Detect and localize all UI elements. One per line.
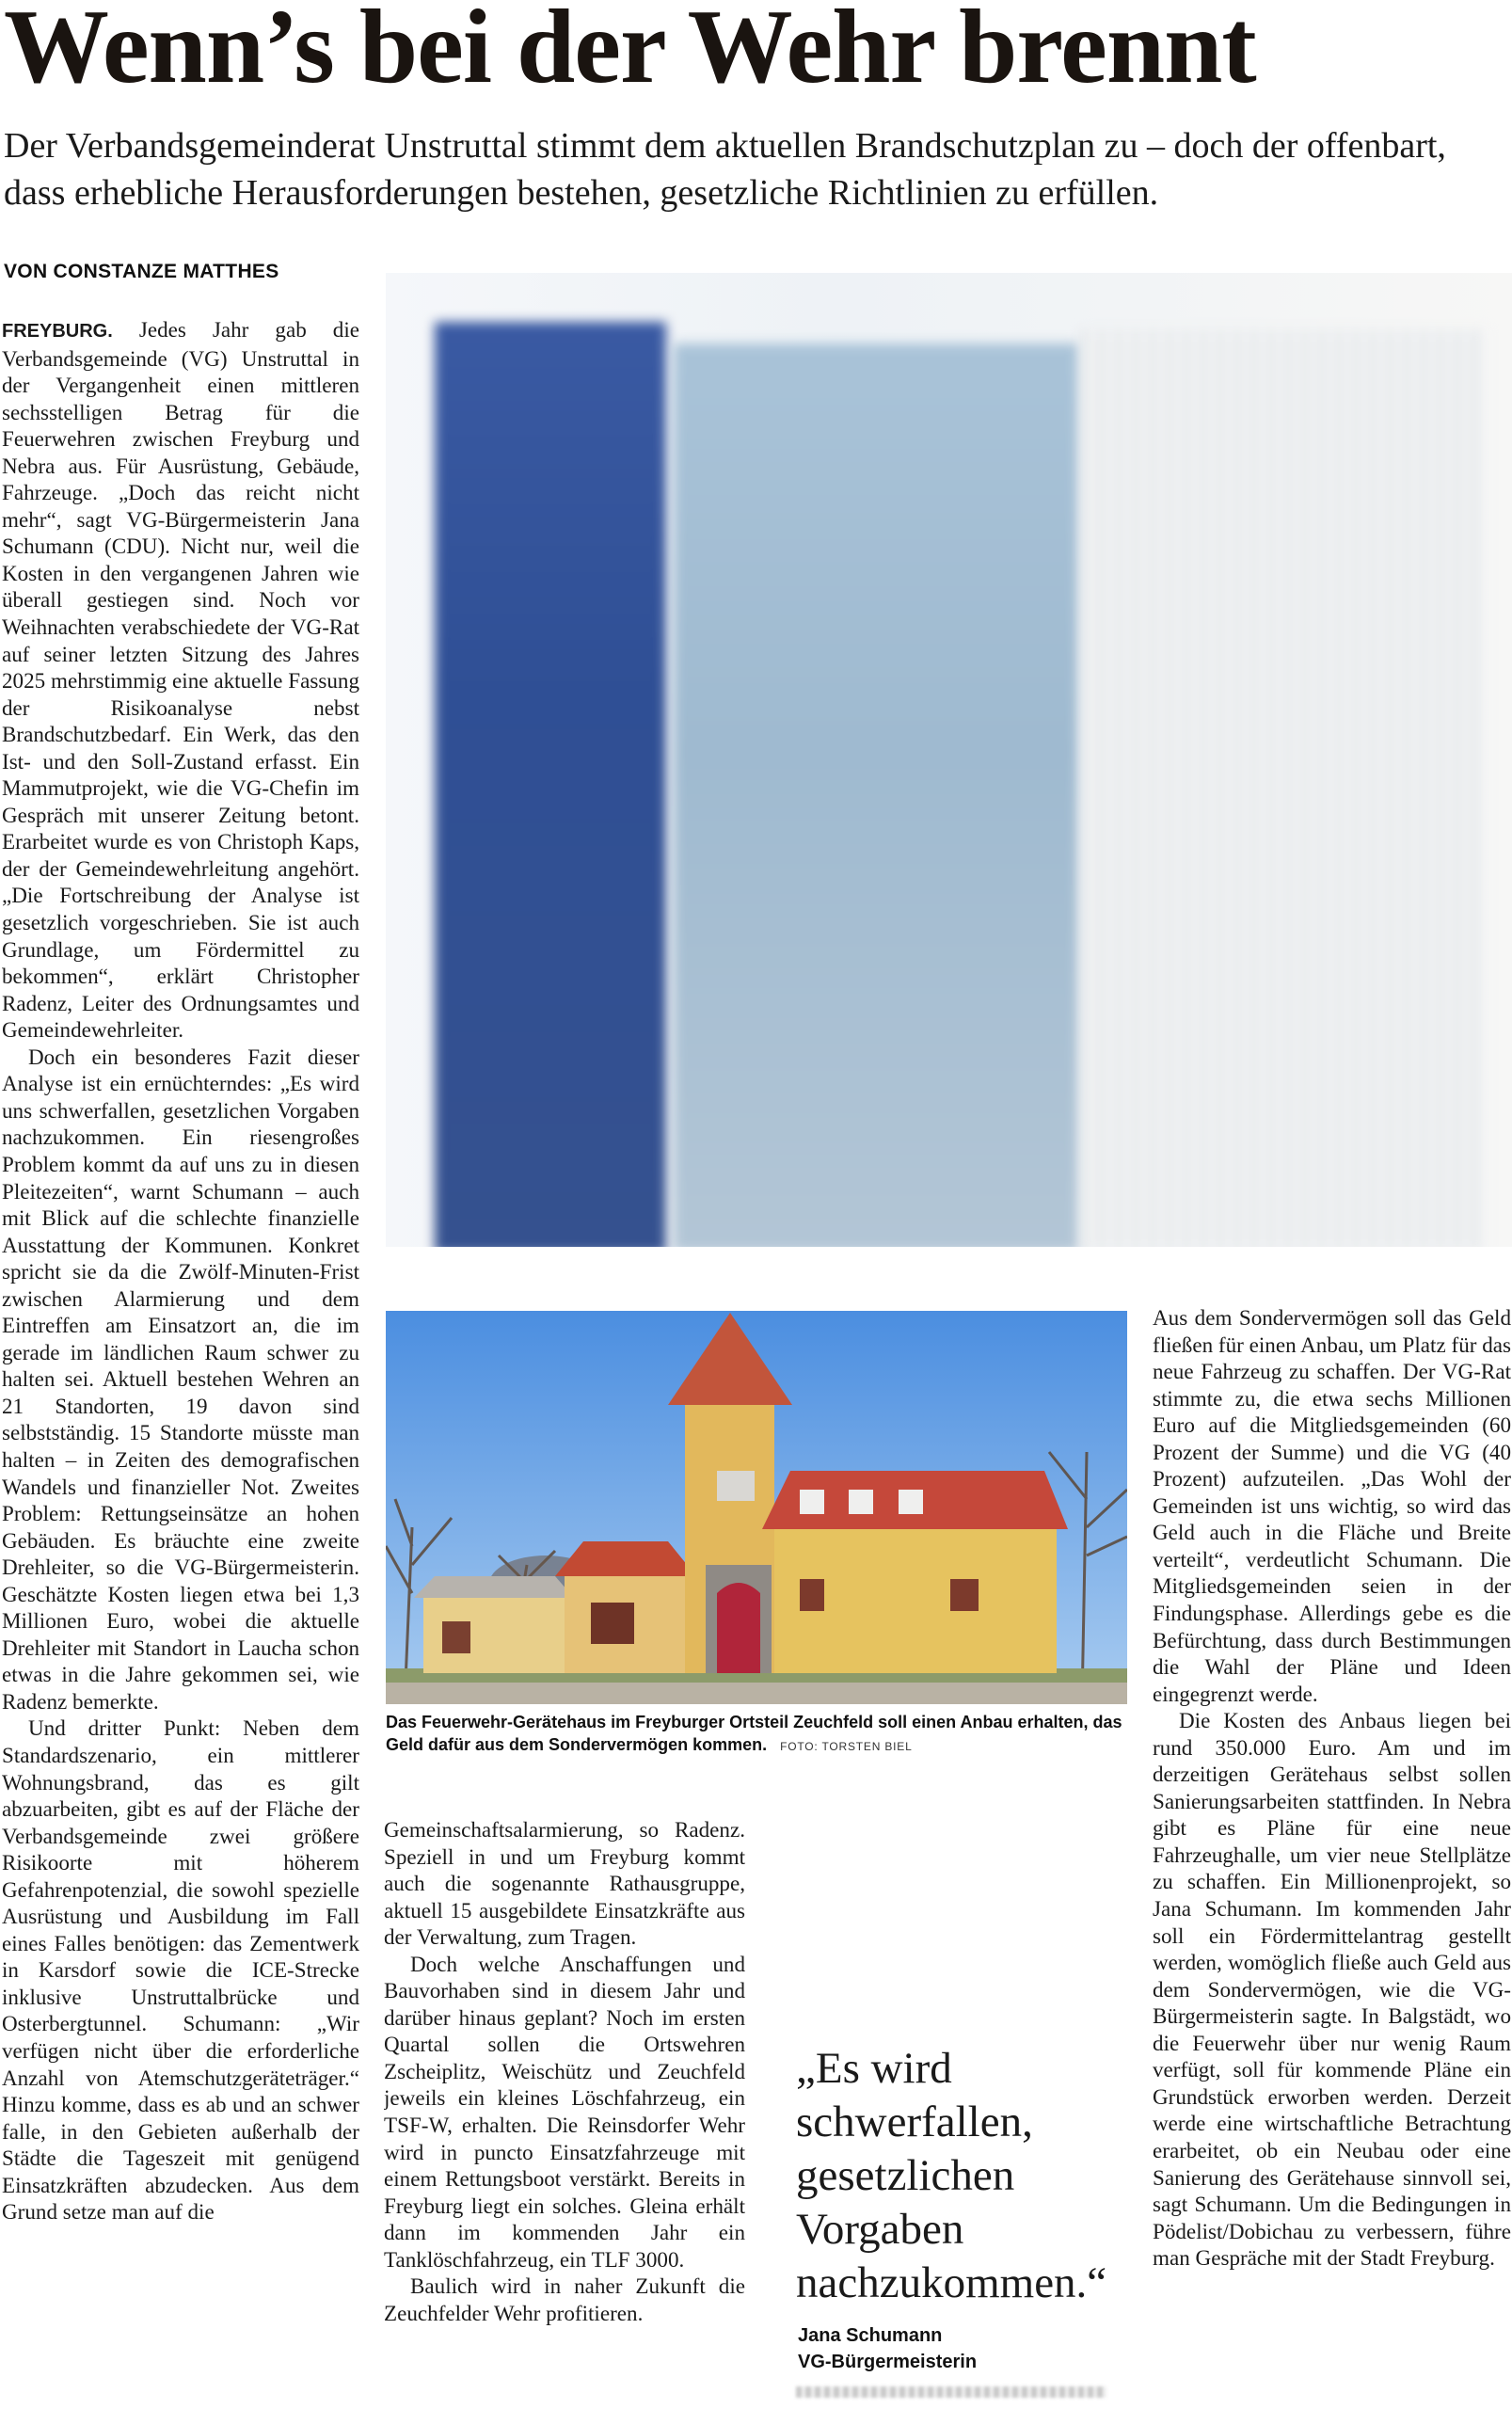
quote-author-name: Jana Schumann [798,2325,943,2346]
paragraph: Gemeinschaftsalarmierung, so Radenz. Speziell in und um Freyburg kommt auch die sogenannte Rathausgruppe, aktuell 15 ausgebildete Einsatzkräfte aus der Verwaltung, zum Tragen. [384,1817,745,1950]
blurred-image [386,273,1512,1247]
dateline: FREYBURG. [2,321,113,342]
byline: VON CONSTANZE MATTHES [4,261,279,282]
article-column-3 [1153,1304,1511,2409]
paragraph-text: Jedes Jahr gab die Verbandsgemeinde (VG) Unstruttal in der Vergangenheit einen mittleren sechsstelligen Betrag für die Feuerwehren zwischen Freyburg und Nebra aus. Für Ausrüstung, Gebäude, Fahrzeuge. „Doch das reicht nicht mehr“, sagt VG-Bürgermeisterin Jana Schumann (CDU). Nicht nur, weil die Kosten in den vergangenen Jahren wie überall gestiegen sind. Noch vor Weihnachten verabschiedete der VG-Rat auf seiner letzten Sitzung des Jahres 2025 mehrstimmig eine aktuelle Fassung der Risikoanalyse nebst Brandschutzbedarf. Ein Werk, das den Ist- und den Soll-Zustand erfasst. Ein Mammutprojekt, wie die VG-Chefin im Gespräch mit unserer Zeitung betont. Erarbeitet wurde es von Christoph Kaps, der der Gemeindewehrleitung angehört. „Die Fortschreibung der Analyse ist gesetzlich vorgeschrieben. Sie ist auch Grundlage, um Fördermittel zu bekommen“, erklärt Christopher Radenz, Leiter des Ordnungsamtes und Gemeindewehrleiter. [2,317,359,1043]
caption-text: Das Feuerwehr-Gerätehaus im Freyburger Ortsteil Zeuchfeld soll einen Anbau erhalten, das Geld dafür aus dem Sondervermögen kommen. [386,1713,1122,1754]
headline: Wenn’s bei der Wehr brennt [4,0,1256,105]
paragraph: Doch welche Anschaffungen und Bauvorhaben sind in diesem Jahr und darüber hinaus geplant? Noch im ersten Quartal sollen die Ortswehren Zscheiplitz, Weischütz und Zeuchfeld jeweils ein kleines Löschfahrzeug, ein TSF-W, erhalten. Die Reinsdorfer Wehr wird in puncto Einsatzfahrzeuge mit einem Rettungsboot verstärkt. Bereits in Freyburg liegt ein solches. Gleina erhält dann im kommenden Jahr ein Tanklöschfahrzeug, ein TLF 3000. [384,1951,745,2272]
quote-author [798,2322,977,2375]
pull-quote: „Es wird schwerfallen, gesetzlichen Vorgaben nachzukommen.“ [796,2044,1107,2307]
paragraph: Und dritter Punkt: Neben dem Standardszenario, ein mittlerer Wohnungsbrand, das es gilt abzuarbeiten, gibt es auf der Fläche der Verbandsgemeinde zwei größere Risikoorte mit höherem Gefahrenpotenzial, die sowohl spezielle Ausrüstung und Ausbildung im Fall eines Falles benötigen: das Zementwerk in Karsdorf sowie die ICE-Strecke inklusive Unstruttalbrücke und Osterbergtunnel. Schumann: „Wir verfügen nicht über die erforderliche Anzahl von Atemschutzgeräteträger.“ Hinzu komme, dass es ab und an schwer falle, in den Gebieten außerhalb der Städte die Tageszeit mit genügend Einsatzkräften abzudecken. Aus dem Grund setze man auf die [2,1715,359,2225]
paragraph: Doch ein besonderes Fazit dieser Analyse ist ein ernüchterndes: „Es wird uns schwerfallen, gesetzlichen Vorgaben nachzukommen. Ein riesengroßes Problem kommt da auf uns zu in diesen Pleitezeiten“, warnt Schumann – auch mit Blick auf die schlechte finanzielle Ausstattung der Kommunen. Konkret spricht sie da die Zwölf-Minuten-Frist zwischen Alarmierung und dem Eintreffen am Einsatzort an, die im gerade im ländlichen Raum schwer zu halten sei. Aktuell bestehen Wehren an 21 Standorten, 19 davon sind selbstständig. 15 Standorte müsste man halten – in Zeiten des demografischen Wandels und finanzieller Not. Zweites Problem: Rettungseinsätze an hohen Gebäuden. Es bräuchte eine zweite Drehleiter, so die VG-Bürgermeisterin. Geschätzte Kosten liegen etwa bei 1,3 Millionen Euro, wobei die aktuelle Drehleiter mit Standort in Laucha schon etwas in die Jahre gekommen sei, wie Radenz bemerkte. [2,1044,359,1714]
quote-author-role: VG-Bürgermeisterin [798,2352,978,2372]
fire-station-photo [386,1311,1127,1704]
paragraph [2,316,359,1044]
paragraph: Baulich wird in naher Zukunft die Zeuchfelder Wehr profitieren. [384,2273,745,2325]
blurred-band-grid [1082,329,1487,1247]
photo-caption [386,1711,1138,1758]
scan-artifact [796,2386,1106,2398]
paragraph: Die Kosten des Anbaus liegen bei rund 350.000 Euro. Am und im derzeitigen Gerätehaus selbst sollen Sanierungsarbeiten stattfinden. In Nebra gibt es Pläne für eine neue Fahrzeughalle, um vier neue Stellplätze zu schaffen. Ein Millionenprojekt, so Jana Schumann. Im kommenden Jahr soll ein Fördermittelantrag gestellt werden, womöglich fließe auch Geld aus dem Sondervermögen, wie die VG-Bürgermeisterin sagte. In Balgstädt, wo die Feuerwehr über nur wenig Raum verfügt, soll für kommende Pläne ein Grundstück erworben werden. Derzeit werde eine wirtschaftliche Betrachtung erarbeitet, ob ein Neubau oder eine Sanierung des Gerätehause sinnvoll sei, sagt Schumann. Um die Bedingungen in Pödelist/Dobichau zu verbessern, führe man Gespräche mit der Stadt Freyburg. [1153,1708,1511,2271]
photo-credit: FOTO: TORSTEN BIEL [780,1740,913,1753]
subline: Der Verbandsgemeinderat Unstruttal stimmt dem aktuellen Brandschutzplan zu – doch der offenbart, dass erhebliche Herausforderungen bestehen, gesetzliche Richtlinien zu erfüllen. [4,126,1446,213]
blurred-band-light-blue [674,343,1078,1247]
blurred-band-dark-blue [435,322,666,1247]
article-column-2 [384,1816,745,2409]
paragraph: Aus dem Sondervermögen soll das Geld fließen für einen Anbau, um Platz für das neue Fahrzeug zu schaffen. Der VG-Rat stimmte zu, die etwa sechs Millionen Euro auf die Mitgliedsgemeinden (60 Prozent der Summe) und die VG (40 Prozent) aufzuteilen. „Das Wohl der Gemeinden ist uns wichtig, so wird das Geld auch in die Fläche und Breite verteilt“, verdeutlicht Schumann. Die Mitgliedsgemeinden seien in der Findungsphase. Allerdings gebe es die Befürchtung, dass durch Bestimmungen die Wahl der Pläne und Ideen eingegrenzt werde. [1153,1305,1511,1706]
article-column-1 [2,316,359,2409]
